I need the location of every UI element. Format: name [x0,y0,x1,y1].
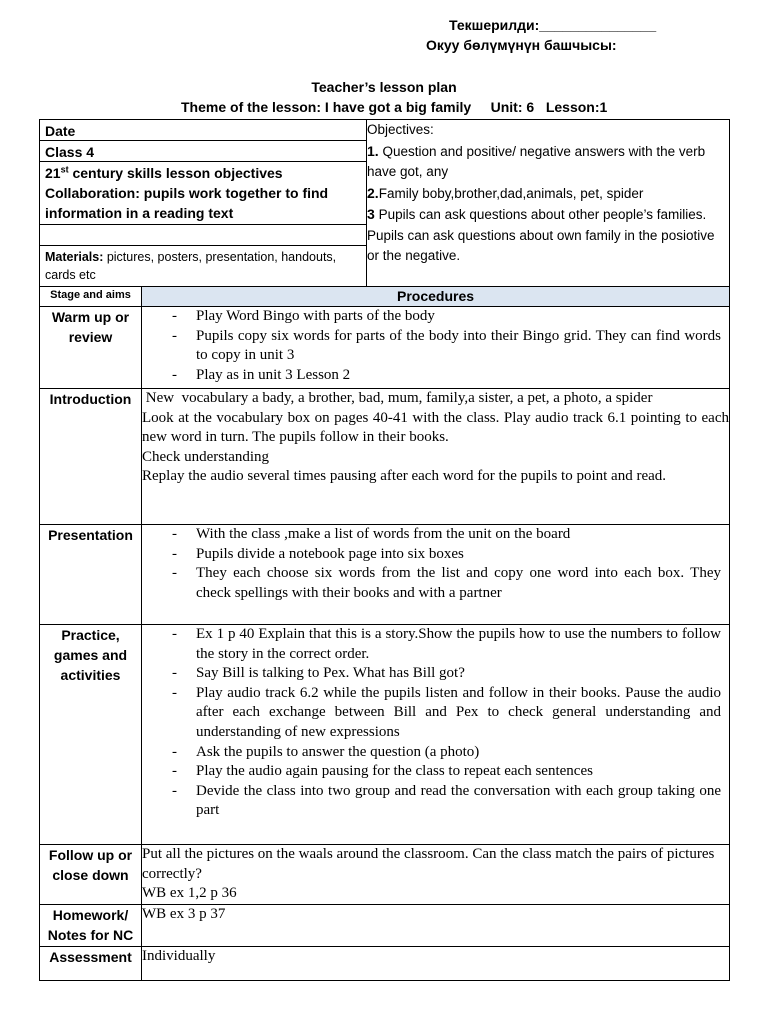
stage-content [142,845,730,905]
list-item: - Ask the pupils to answer the question (a photo) [196,743,721,763]
skills-objectives-field: 21st century skills lesson objectives Collaboration: pupils work together to find information in a reading text [40,162,366,225]
paragraph: Look at the vocabulary box on pages 40-41 with the class. Play audio track 6.1 pointing to each new word in turn. The pupils follow in their books. [142,409,730,446]
list-item: - Play audio track 6.2 while the pupils listen and follow in their books. Pause the audio after each exchange between Bill and Pex to check general understanding and understanding of new expressions [196,684,721,743]
list-item: - Play Word Bingo with parts of the body [196,307,721,327]
list-item: - Say Bill is talking to Pex. What has Bill got? [196,664,721,684]
stage-row-introduction [40,389,730,525]
lesson-plan-table [39,119,730,981]
stage-content [142,389,730,525]
paragraph: Put all the pictures on the waals around the classroom. Can the class match the pairs of pictures correctly? [142,846,715,882]
procedures-column-header: Procedures [142,287,730,307]
class-field: Class 4 [40,141,366,162]
paragraph: WB ex 1,2 p 36 [142,885,237,902]
materials-field: Materials: pictures, posters, presentation, handouts, cards etc [45,250,337,282]
objective-item: 1. Question and positive/ negative answers with the verb have got, any [367,142,706,179]
paragraph: Replay the audio several times pausing after each word for the pupils to point and read. [142,468,667,485]
paragraph: New vocabulary a bady, a brother, bad, mum, family,a sister, a pet, a photo, a spider [142,390,653,406]
list-item: - Pupils copy six words for parts of the body into their Bingo grid. They can find words to copy in unit 3 [196,327,721,366]
stage-label: Homework/ Notes for NC [40,904,142,946]
empty-field [40,225,366,246]
list-item: - They each choose six words from the list and copy one word into each box. They check spellings with their books and with a partner [196,564,721,603]
stage-row-homework [40,904,730,946]
stage-content: Individually [142,946,730,980]
document-title: Teacher’s lesson plan [311,79,457,95]
stage-label: Introduction [40,389,142,525]
list-item: - Play as in unit 3 Lesson 2 [196,366,721,386]
stage-column-header: Stage and aims [40,287,142,307]
stage-row-presentation [40,525,730,625]
stage-label: Practice, games and activities [40,625,142,845]
head-of-department-label: Окуу бөлүмүнүн башчысы: [426,37,617,53]
stage-content: WB ex 3 p 37 [142,904,730,946]
info-section-row [40,120,730,287]
objectives-label: Objectives: [367,122,434,137]
stage-row-warmup [40,307,730,389]
stage-content [142,307,730,389]
list-item: - Pupils divide a notebook page into six boxes [196,545,721,565]
stage-label: Warm up or review [40,307,142,389]
stage-row-assessment [40,946,730,980]
list-item: - Play the audio again pausing for the class to repeat each sentences [196,762,721,782]
objectives-cell [367,120,730,287]
objective-item: 2.Family boby,brother,dad,animals, pet, spider [367,184,644,201]
lesson-info-cell [40,120,367,287]
list-item: - With the class ,make a list of words from the unit on the board [196,525,721,545]
paragraph: Check understanding [142,448,270,465]
objective-item: 3 Pupils can ask questions about other people’s families. Pupils can ask questions about own family in the posiotive or the negative. [367,206,715,263]
stage-content [142,525,730,625]
stage-row-practice [40,625,730,845]
procedures-header-row [40,287,730,307]
lesson-theme-line: Theme of the lesson: I have got a big family Unit: 6 Lesson:1 [181,99,608,115]
stage-label: Follow up or close down [40,845,142,905]
list-item: - Ex 1 p 40 Explain that this is a story.Show the pupils how to use the numbers to follow the story in the correct order. [196,625,721,664]
stage-row-followup [40,845,730,905]
stage-content [142,625,730,845]
checked-by-label: Текшерилди:_______________ [449,17,657,33]
stage-label: Presentation [40,525,142,625]
list-item: - Devide the class into two group and read the conversation with each group taking one part [196,782,721,821]
stage-label: Assessment [40,946,142,980]
date-field: Date [40,120,366,141]
